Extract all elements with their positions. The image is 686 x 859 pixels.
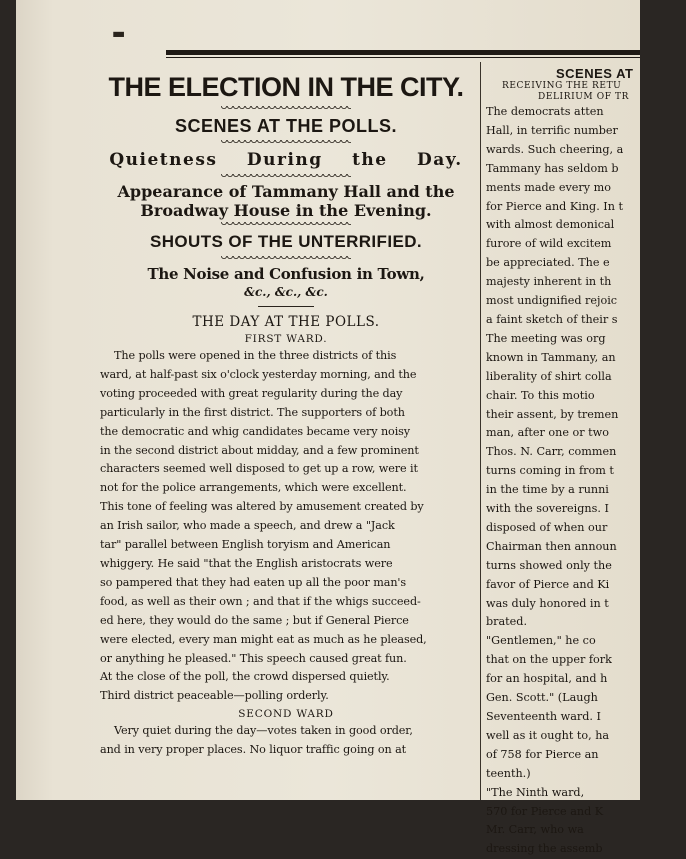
deck-shouts: SHOUTS OF THE UNTERRIFIED.: [149, 232, 422, 251]
text-line: so pampered that they had eaten up all the poor man's: [100, 575, 407, 589]
text-line: voting proceeded with great regularity during the day: [100, 386, 403, 400]
text-line: with the sovereigns. I: [486, 502, 609, 516]
text-line: Very quiet during the day—votes taken in good order,: [114, 724, 413, 738]
text-line: liberality of shirt colla: [486, 369, 612, 383]
deck-etc: &c., &c., &c.: [244, 285, 328, 299]
text-line: teenth.): [486, 766, 531, 780]
text-line: Third district peaceable—polling orderly.: [100, 689, 329, 703]
masthead-rule: [166, 50, 640, 55]
newspaper-page: [16, 0, 640, 856]
text-line: be appreciated. The e: [486, 256, 610, 270]
text-line: The polls were opened in the three districts of this: [114, 349, 397, 362]
text-line: favor of Pierce and Ki: [486, 577, 610, 591]
text-line: tar" parallel between English toryism and American: [100, 538, 391, 552]
deck-quietness: Quietness During the Day.: [109, 150, 463, 170]
text-line: Seventeenth ward. I: [486, 710, 601, 723]
right-column-text: [486, 103, 686, 859]
text-line: known in Tammany, an: [486, 350, 616, 364]
text-line: with almost demonical: [486, 218, 615, 232]
first-ward-label: FIRST WARD.: [244, 333, 328, 345]
text-line: "The Ninth ward,: [486, 785, 585, 799]
text-line: in the time by a runni: [486, 483, 609, 497]
text-line: dressing the assemb: [486, 842, 603, 856]
text-line: brated.: [486, 615, 528, 629]
text-line: disposed of when our: [486, 520, 608, 534]
text-line: Hall, in terrific number: [486, 123, 618, 137]
text-line: At the close of the poll, the crowd dispersed quietly.: [100, 670, 390, 684]
text-line: characters seemed well disposed to get up a row, were it: [100, 462, 418, 476]
text-line: particularly in the first district. The supporters of both: [100, 405, 405, 419]
text-line: the democratic and whig candidates became very noisy: [100, 424, 411, 438]
text-line: in the second district about midday, and a few prominent: [100, 443, 419, 457]
deck-scenes: SCENES AT THE POLLS.: [174, 116, 398, 136]
right-subhead-2: DELIRIUM OF TR: [538, 92, 629, 102]
text-line: for Pierce and King. In t: [486, 199, 623, 213]
deck-noise: The Noise and Confusion in Town,: [147, 265, 425, 283]
column-divider: [480, 62, 481, 800]
text-line: that on the upper fork: [486, 653, 612, 667]
text-line: whiggery. He said "that the English aristocrats were: [100, 556, 393, 570]
text-line: an Irish sailor, who made a speech, and drew a "Jack: [100, 519, 395, 533]
masthead-rule-thin: [166, 57, 640, 58]
text-line: a faint sketch of their s: [486, 312, 618, 326]
section-divider: [258, 306, 314, 307]
text-line: Gen. Scott." (Laugh: [486, 691, 598, 705]
right-headline: SCENES AT: [556, 66, 634, 81]
text-line: ed here, they would do the same ; but if General Pierce: [100, 613, 409, 627]
deck-tammany-line2: Broadway House in the Evening.: [140, 201, 432, 220]
section-title: THE DAY AT THE POLLS.: [192, 314, 380, 330]
text-line: man, after one or two: [486, 426, 609, 440]
text-line: ward, at half-past six o'clock yesterday morning, and the: [100, 367, 417, 381]
text-line: of 758 for Pierce an: [486, 747, 599, 761]
decorative-rule: [221, 174, 351, 180]
text-line: most undignified rejoic: [486, 294, 618, 308]
headline: THE ELECTION IN THE CITY.: [108, 72, 464, 102]
adjacent-column: [486, 66, 686, 859]
text-line: ments made every mo: [486, 180, 611, 194]
decorative-rule: [221, 140, 351, 146]
decorative-rule: [221, 106, 351, 112]
text-line: The democrats atten: [486, 105, 604, 118]
text-line: turns coming in from t: [486, 464, 614, 478]
text-line: furore of wild excitem: [486, 237, 612, 251]
text-line: 570 for Pierce and K: [486, 804, 604, 818]
printer-mark: ▬: [112, 26, 126, 42]
text-line: wards. Such cheering, a: [486, 142, 624, 156]
text-line: "Gentlemen," he co: [486, 634, 596, 648]
text-line: Thos. N. Carr, commen: [486, 445, 617, 459]
text-line: food, as well as their own ; and that if the whigs succeed-: [100, 594, 421, 608]
text-line: majesty inherent in th: [486, 275, 612, 289]
text-line: and in very proper places. No liquor traffic going on at: [100, 743, 407, 757]
text-line: Mr. Carr, who wa: [486, 823, 584, 837]
text-line: chair. To this motio: [486, 388, 595, 402]
deck-tammany-line1: Appearance of Tammany Hall and the: [117, 182, 455, 201]
text-line: for an hospital, and h: [486, 672, 608, 686]
text-line: not for the police arrangements, which were excellent.: [100, 481, 407, 495]
text-line: The meeting was org: [486, 331, 606, 345]
text-line: or anything he pleased." This speech caused great fun.: [100, 651, 407, 665]
text-line: This tone of feeling was altered by amusement created by: [100, 500, 424, 514]
text-line: turns showed only the: [486, 558, 612, 572]
text-line: well as it ought to, ha: [486, 728, 610, 742]
text-line: were elected, every man might eat as much as he pleased,: [100, 632, 427, 646]
decorative-rule: [221, 256, 351, 262]
text-line: Tammany has seldom b: [486, 161, 619, 175]
second-ward-text: [100, 722, 472, 760]
second-ward-label: SECOND WARD: [238, 708, 334, 721]
right-subhead-1: RECEIVING THE RETU: [502, 81, 622, 91]
first-ward-text: [100, 347, 472, 706]
text-line: their assent, by tremen: [486, 407, 619, 421]
text-line: Chairman then announ: [486, 539, 617, 553]
text-line: was duly honored in t: [486, 596, 609, 610]
decorative-rule: [221, 222, 351, 228]
article-column: [100, 66, 472, 760]
